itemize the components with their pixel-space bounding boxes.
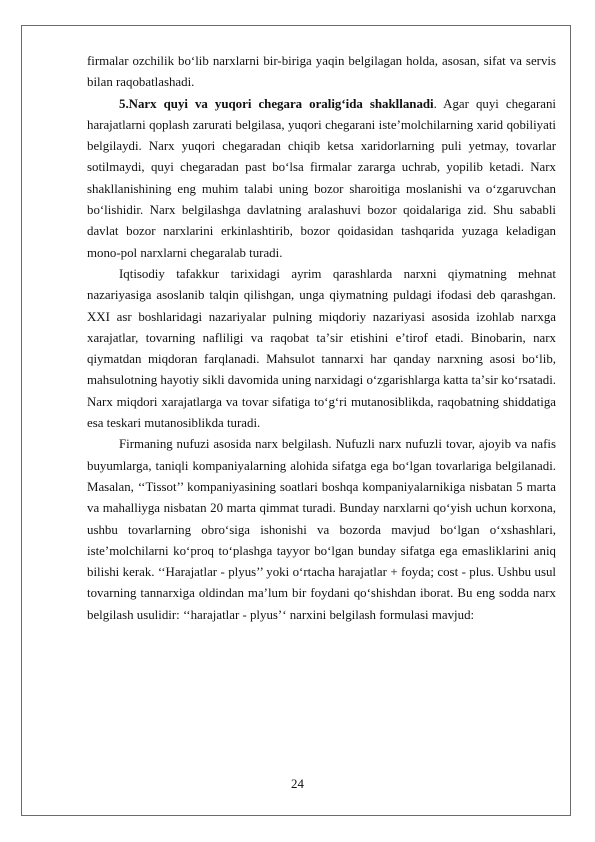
page-number: 24 [291,777,304,791]
paragraph-text: firmalar ozchilik boʻlib narxlarni bir-biriga yaqin belgilagan holda, asosan, sifat va servis bilan raqobatlashadi. [87,54,556,90]
document-body [87,51,556,626]
paragraph-economic-thought [87,264,556,434]
section-heading: 5.Narx quyi va yuqori chegara oraligʻida shakllanadi [119,96,434,111]
paragraph-text: Firmaning nufuzi asosida narx belgilash. Nufuzli narx nufuzli tovar, ajoyib va nafis buyumlarga, taniqli kompaniyalarning alohida sifatga ega boʻlgan tovarlariga belgilanadi. Masalan, ‘‘Tissot’’ kompaniyasining soatlari boshqa kompaniyalarnikiga nisbatan 5 marta va mahalliyga nisbatan 20 marta qimmat turadi. Bunday narxlarni qoʻyish uchun korxona, ushbu tovarlarning obroʻsiga ishonishi va bozorda mavjud boʻlgan oʻxshashlari, isteʼmolchilarni koʻproq toʻplashga tayyor boʻlgan bunday sifatga ega emasliklarini aniq bilishi kerak. ‘‘Harajatlar - plyus’’ yoki oʻrtacha harajatlar + foyda; cost - plus. Ushbu usul tovarning tannarxiga oldindan maʼlum bir foydani qoʻshishdan iborat. Bu eng sodda narx belgilash usulidir: ‘‘harajatlar - plyus’‘ narxini belgilash formulasi mavjud: [87,437,556,622]
paragraph-text: Iqtisodiy tafakkur tarixidagi ayrim qarashlarda narxni qiymatning mehnat nazariyasiga asoslanib talqin qilishgan, unga qiymatning puldagi ifodasi deb qarashgan. XXI asr boshlaridagi nazariyalar pulning miqdoriy nazariyasi asosida izohlab narxga xarajatlar, tovarning nafliligi va raqobat taʼsir etishini eʼtirof etadi. Binobarin, narx qiymatdan miqdoran farqlanadi. Mahsulot tannarxi har qanday narxning asosi boʻlib, mahsulotning hayotiy sikli davomida uning narxidagi oʻzgarishlarga katta taʼsir koʻrsatadi. Narx miqdori xarajatlarga va tovar sifatiga toʻgʻri mutanosiblikda, raqobatning shiddatiga esa teskari mutanosiblikda turadi. [87,266,556,431]
paragraph-text: . Agar quyi chegarani harajatlarni qoplash zarurati belgilasa, yuqori chegarani isteʼmolchilarning xarid qobiliyati belgilaydi. Narx yuqori chegaradan chiqib ketsa xaridorlarning puli yetmay, tovarlar sotilmaydi, quyi chegaradan past boʻlsa firmalar zararga uchrab, yopilib ketadi. Narx shakllanishining eng muhim talabi uning bozor sharoitiga moslanishi va oʻzgaruvchan boʻlishidir. Narx belgilashga davlatning aralashuvi bozor qoidalariga zid. Shu sababli davlat bozor narxlarini erkinlashtirib, bozor qoidasidan tashqarida yuzaga keladigan mono-pol narxlarni chegaralab turadi. [87,96,556,260]
paragraph-intro [87,51,556,94]
paragraph-prestige-pricing [87,434,556,626]
paragraph-price-bounds [87,94,556,264]
